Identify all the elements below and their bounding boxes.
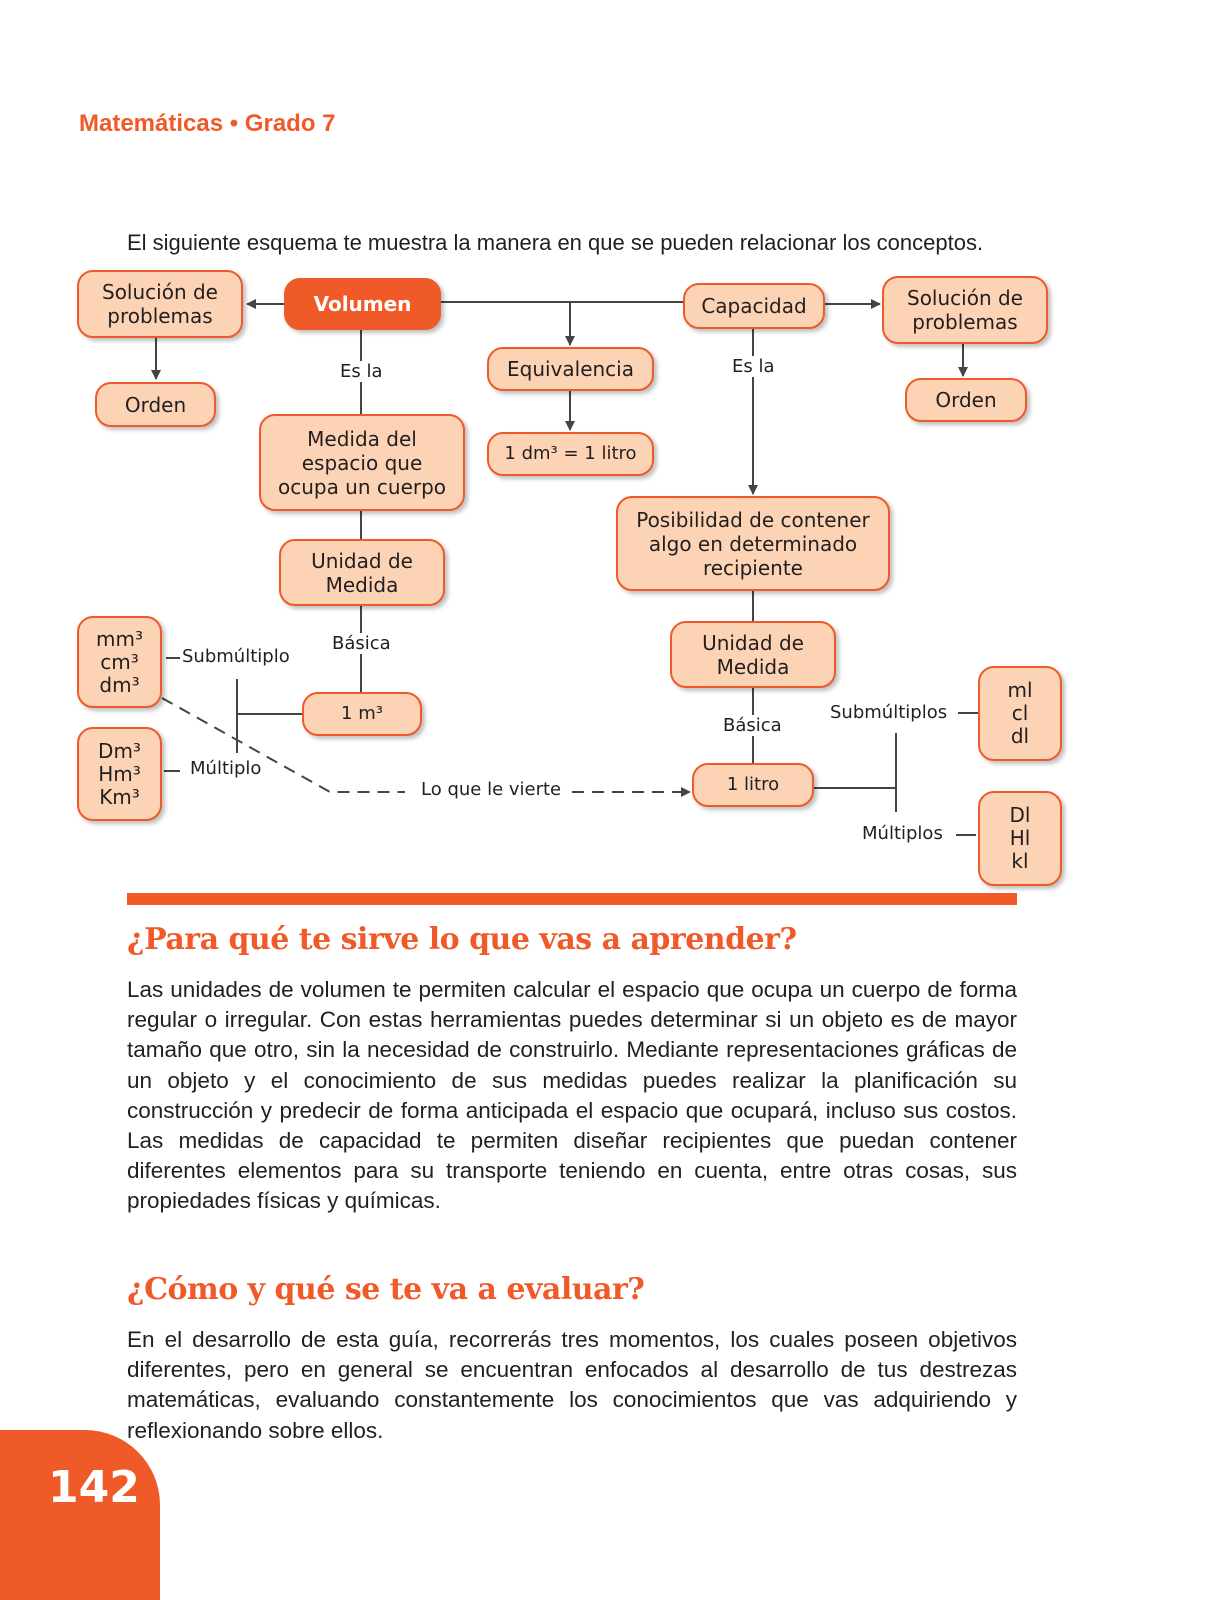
label-es-la-left: Es la	[340, 361, 383, 382]
node-medida-espacio: Medida del espacio que ocupa un cuerpo	[259, 414, 465, 511]
label-basica-right: Básica	[723, 715, 782, 736]
node-unidad-medida-left: Unidad de Medida	[279, 539, 445, 606]
section2-heading: ¿Cómo y qué se te va a evaluar?	[127, 1272, 645, 1307]
label-lo-que-le-vierte: Lo que le vierte	[421, 779, 562, 800]
node-volumen: Volumen	[284, 278, 441, 330]
label-es-la-right: Es la	[732, 356, 775, 377]
section1-body: Las unidades de volumen te permiten calcular el espacio que ocupa un cuerpo de forma regular o irregular. Con estas herramientas puedes determinar si un objeto es de mayor tamaño que otro, sin la necesidad de construirlo. Mediante representaciones gráficas de un objeto y el conocimiento de sus medidas puedes realizar la planificación su construcción y predecir de forma anticipada el espacio que ocupará, incluso sus costos. Las medidas de capacidad te permiten diseñar recipientes que puedan contener diferentes elementos para su transporte teniendo en cuenta, entre otras cosas, sus propiedades físicas y químicas.	[127, 977, 1017, 1214]
page-number-badge	[0, 1430, 160, 1600]
page-header: Matemáticas • Grado 7	[79, 110, 336, 137]
label-submultiplo: Submúltiplo	[182, 646, 290, 667]
label-basica-left: Básica	[332, 633, 391, 654]
node-orden-left: Orden	[95, 382, 216, 427]
intro-text: El siguiente esquema te muestra la manera en que se pueden relacionar los conceptos.	[127, 230, 984, 255]
node-multiplos-capacidad: Dl Hl kl	[978, 791, 1062, 886]
section1-heading: ¿Para qué te sirve lo que vas a aprender?	[127, 922, 797, 957]
node-dm3-litro: 1 dm³ = 1 litro	[487, 432, 654, 476]
section-divider	[127, 893, 1017, 905]
node-submultiplos-capacidad: ml cl dl	[978, 666, 1062, 761]
label-multiplo: Múltiplo	[190, 758, 262, 779]
node-posibilidad: Posibilidad de contener algo en determinado recipiente	[616, 496, 890, 591]
node-capacidad: Capacidad	[683, 283, 825, 329]
page-number: 142	[48, 1462, 140, 1513]
node-solucion-right: Solución de problemas	[882, 276, 1048, 344]
node-1-litro: 1 litro	[692, 763, 814, 807]
section2-body: En el desarrollo de esta guía, recorrerás tres momentos, los cuales poseen objetivos diferentes, pero en general se encuentran enfocados al desarrollo de tus destrezas matemáticas, evaluando constantemente los conocimientos que vas adquiriendo y reflexionando sobre ellos.	[127, 1327, 1017, 1443]
label-submultiplos: Submúltiplos	[830, 702, 948, 723]
node-equivalencia: Equivalencia	[487, 347, 654, 391]
label-multiplos: Múltiplos	[862, 823, 943, 844]
node-orden-right: Orden	[905, 378, 1027, 422]
node-solucion-left: Solución de problemas	[77, 270, 243, 338]
node-unidad-medida-right: Unidad de Medida	[670, 621, 836, 688]
node-1-m3: 1 m³	[302, 692, 422, 736]
node-submultiplos-volumen: mm³ cm³ dm³	[77, 616, 162, 708]
node-multiplos-volumen: Dm³ Hm³ Km³	[77, 727, 162, 821]
